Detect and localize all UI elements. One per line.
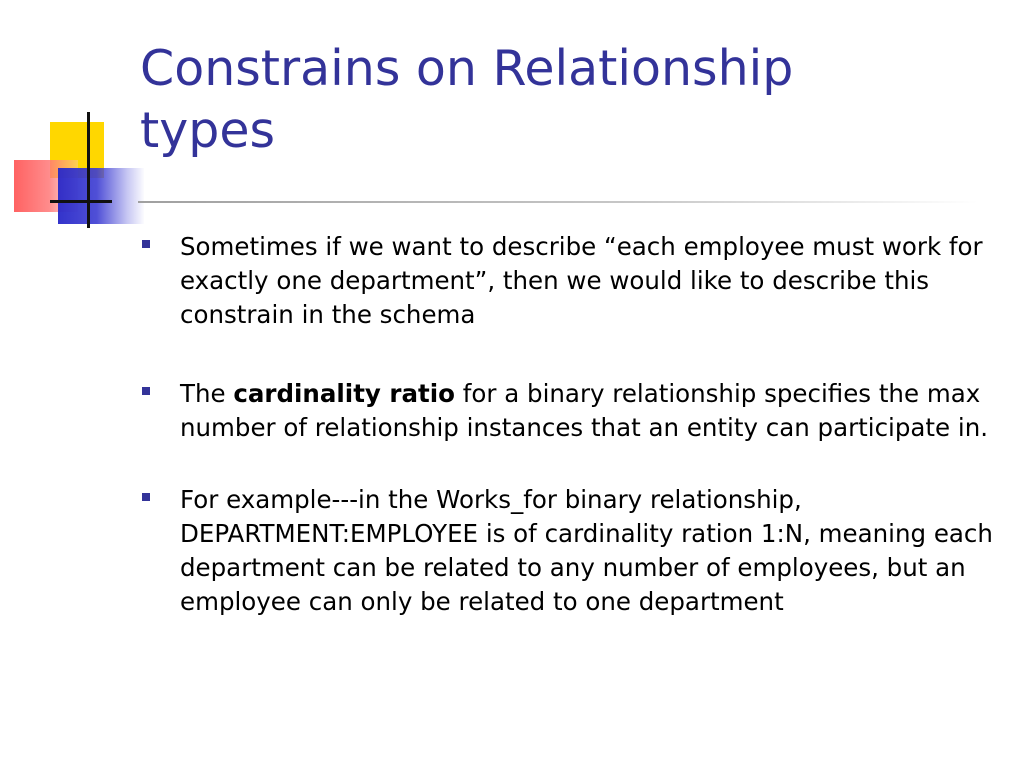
bullet-square-icon	[142, 493, 150, 501]
slide-title-line2: types	[140, 102, 275, 159]
bullet-text-suffix: for a binary relationship specifies the max number of relationship instances that an entity can participate in.	[180, 379, 989, 442]
logo-horizontal-line	[50, 200, 112, 203]
decorative-logo	[0, 0, 150, 240]
title-divider	[138, 201, 978, 203]
bullet-text	[180, 377, 1002, 445]
bullet-text-prefix: The	[180, 379, 234, 408]
bullet-text: For example---in the Works_for binary relationship, DEPARTMENT:EMPLOYEE is of cardinality ration 1:N, meaning each department can be related to any number of employees, but an employee can only be related to one department	[180, 485, 993, 616]
bullet-item	[142, 483, 1002, 619]
bullet-square-icon	[142, 387, 150, 395]
bold-term: cardinality ratio	[233, 379, 455, 408]
slide-title	[140, 38, 1000, 162]
logo-vertical-line	[87, 112, 90, 228]
bullet-item	[142, 377, 1002, 445]
bullet-item	[142, 230, 1002, 332]
bullet-square-icon	[142, 240, 150, 248]
blue-square	[58, 168, 144, 224]
bullet-text: Sometimes if we want to describe “each employee must work for exactly one department”, then we would like to describe this constrain in the schema	[180, 232, 983, 329]
slide-title-line1: Constrains on Relationship	[140, 40, 794, 97]
